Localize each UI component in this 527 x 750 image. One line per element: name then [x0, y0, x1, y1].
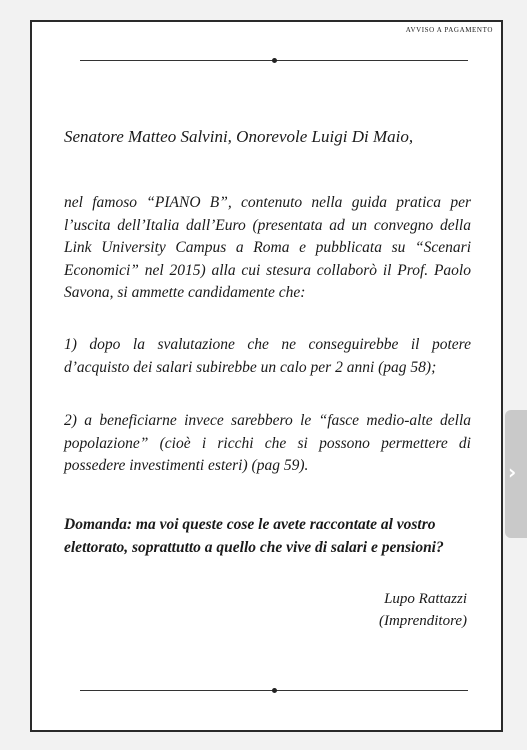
signature-block: [379, 588, 467, 632]
paid-notice-label: AVVISO A PAGAMENTO: [405, 26, 493, 34]
next-page-button[interactable]: [505, 410, 527, 538]
chevron-right-icon: ›: [508, 460, 517, 484]
signature-role: (Imprenditore): [378, 613, 467, 629]
letter-paragraph-2: 1) dopo la svalutazione che ne conseguirebbe il potere d’acquisto dei salari subirebbe un calo per 2 anni (pag 58);: [64, 336, 471, 376]
top-divider: [80, 60, 468, 61]
divider-dot: [272, 688, 277, 693]
letter-salutation: Senatore Matteo Salvini, Onorevole Luigi Di Maio,: [64, 127, 414, 146]
divider-dot: [272, 58, 277, 63]
signature-name: Lupo Rattazzi: [384, 591, 467, 607]
letter-paragraph-1: nel famoso “PIANO B”, contenuto nella guida pratica per l’uscita dell’Italia dall’Euro (presentata ad un convegno della Link University Campus a Roma e pubblicata su “Scenari Economici” nel 2015) alla cui stesura collaborò il Prof. Paolo Savona, si ammette candidamente che:: [64, 194, 471, 301]
letter-question: Domanda: ma voi queste cose le avete raccontate al vostro elettorato, soprattutto a quello che vive di salari e pensioni?: [64, 516, 444, 556]
letter-paragraph-3: 2) a beneficiarne invece sarebbero le “fasce medio-alte della popolazione” (cioè i ricchi che si possono permettere di possedere investimenti esteri) (pag 59).: [64, 412, 471, 474]
advertisement-page: [30, 20, 503, 732]
bottom-divider: [80, 690, 468, 691]
